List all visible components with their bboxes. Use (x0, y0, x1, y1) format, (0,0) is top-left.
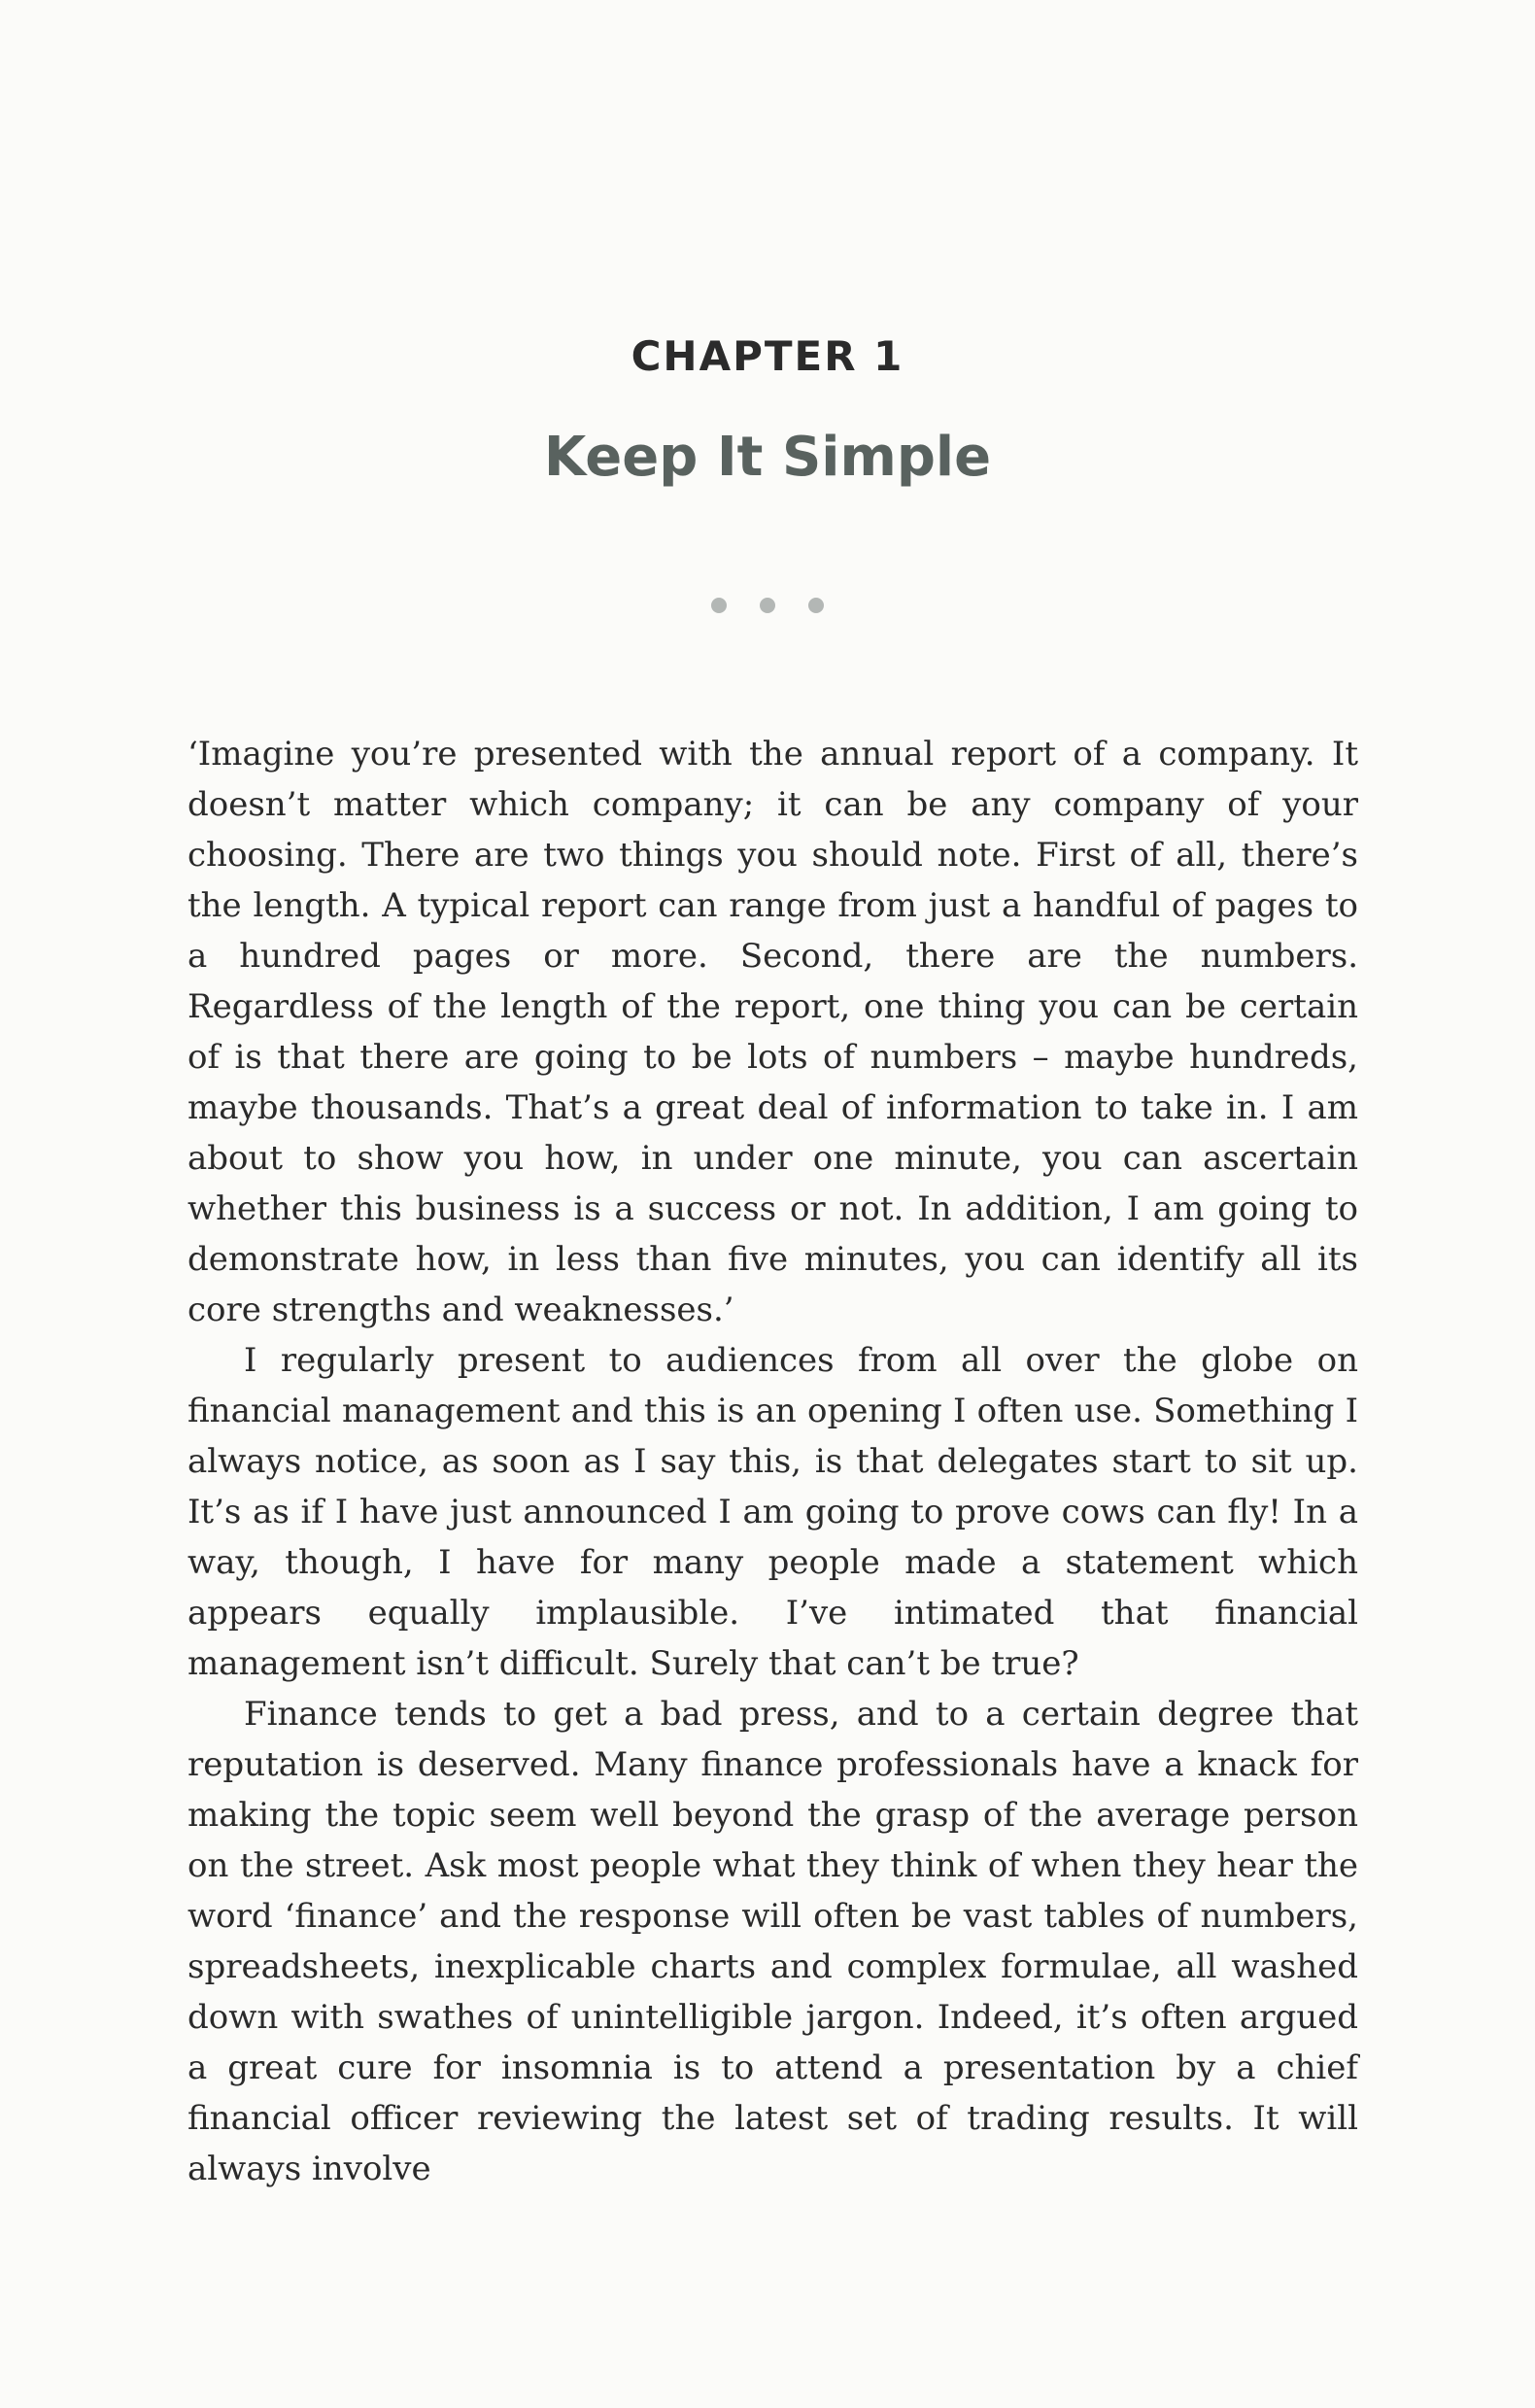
body-text (188, 729, 1358, 2194)
chapter-title: Keep It Simple (543, 426, 992, 489)
ornament-dot-icon (760, 598, 775, 613)
paragraph-2: I regularly present to audiences from all over the globe on financial management and this is an opening I often use. Something I always notice, as soon as I say this, is that delegates start to sit up. It’s as if I have just announced I am going to prove cows can fly! In a way, though, I have for many people made a statement which appears equally implausible. I’ve intimated that financial management isn’t difficult. Surely that can’t be true? (188, 1341, 1358, 1683)
ornament-dot-icon (711, 598, 727, 613)
section-ornament (0, 598, 1535, 613)
paragraph-3: Finance tends to get a bad press, and to a certain degree that reputation is deserved. Many finance professionals have a knack for making the topic seem well beyond the grasp of the average person on the street. Ask most people what they think of when they hear the word ‘finance’ and the response will often be vast tables of numbers, spreadsheets, inexplicable charts and complex formulae, all washed down with swathes of unintelligible jargon. Indeed, it’s often argued a great cure for insomnia is to attend a presentation by a chief financial officer reviewing the latest set of trading results. It will always involve (188, 1695, 1358, 2188)
chapter-label: CHAPTER 1 (631, 332, 904, 380)
ornament-dot-icon (808, 598, 824, 613)
paragraph-1: ‘Imagine you’re presented with the annual report of a company. It doesn’t matter which company; it can be any company of your choosing. There are two things you should note. First of all, there’s the length. A typical report can range from just a handful of pages to a hundred pages or more. Second, there are the numbers. Regardless of the length of the report, one thing you can be certain of is that there are going to be lots of numbers – maybe hundreds, maybe thousands. That’s a great deal of information to take in. I am about to show you how, in under one minute, you can ascertain whether this business is a success or not. In addition, I am going to demonstrate how, in less than five minutes, you can identify all its core strengths and weaknesses.’ (188, 735, 1358, 1329)
